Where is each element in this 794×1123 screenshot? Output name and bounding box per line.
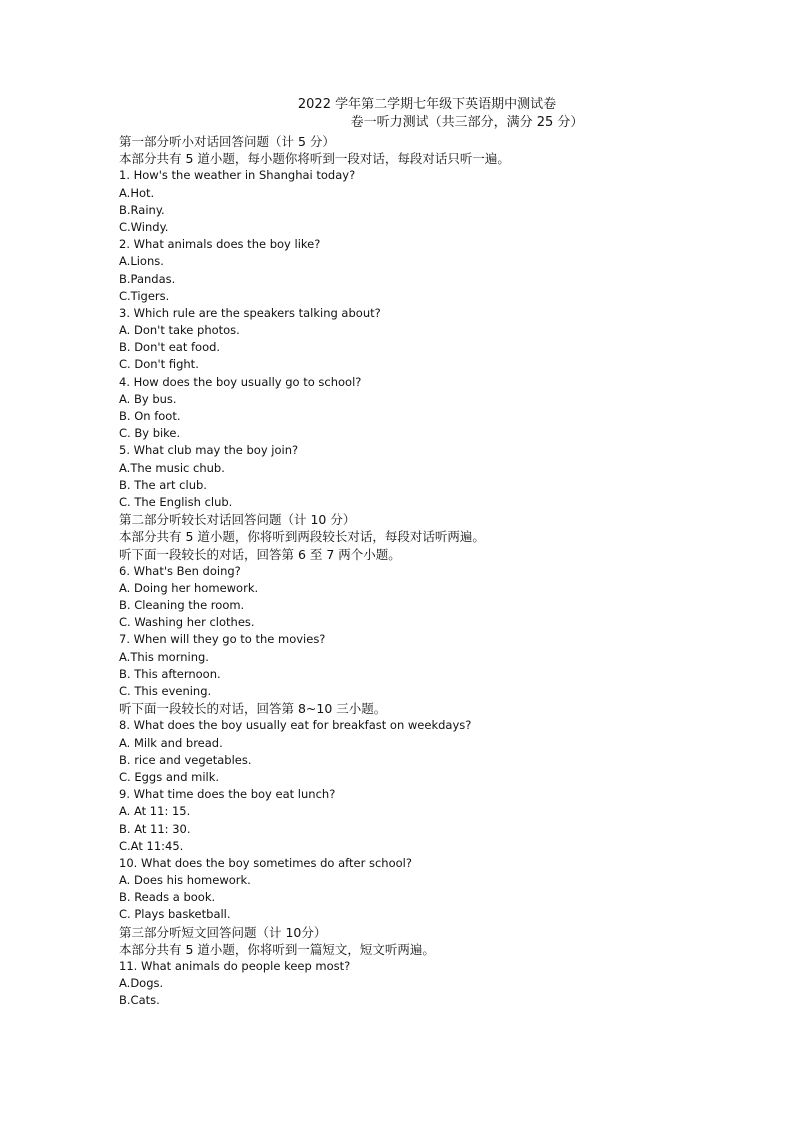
title-block xyxy=(0,96,794,132)
answer-option: B. Cleaning the room. xyxy=(119,598,245,613)
answer-option: B. Don't eat food. xyxy=(119,340,221,355)
answer-option: B.Rainy. xyxy=(119,202,165,217)
section-instruction: 本部分共有 5 道小题，每小题你将听到一段对话，每段对话只听一遍。 xyxy=(119,151,510,167)
section-instruction: 听下面一段较长的对话，回答第 6 至 7 两个小题。 xyxy=(119,546,401,562)
question-text: 5. What club may the boy join? xyxy=(119,443,299,458)
exam-subtitle: 卷一听力测试（共三部分，满分 25 分） xyxy=(350,115,584,130)
question-text: 6. What's Ben doing? xyxy=(119,563,241,578)
question-text: 2. What animals does the boy like? xyxy=(119,237,321,252)
answer-option: C.At 11:45. xyxy=(119,838,184,853)
answer-option: A. Does his homework. xyxy=(119,873,251,888)
answer-option: B.Pandas. xyxy=(119,271,176,286)
question-text: 11. What animals do people keep most? xyxy=(119,959,351,973)
question-text: 3. Which rule are the speakers talking about? xyxy=(119,305,381,320)
question-text: 9. What time does the boy eat lunch? xyxy=(119,787,336,802)
section-instruction: 听下面一段较长的对话，回答第 8~10 三小题。 xyxy=(119,701,387,717)
answer-option: B. At 11: 30. xyxy=(119,821,191,836)
answer-option: C. Eggs and milk. xyxy=(119,769,220,784)
answer-option: B. The art club. xyxy=(119,477,207,492)
answer-option: A.The music chub. xyxy=(119,460,225,475)
answer-option: C. Washing her clothes. xyxy=(119,615,255,630)
exam-title: 2022 学年第二学期七年级下英语期中测试卷 xyxy=(297,97,557,112)
answer-option: C. Plays basketball. xyxy=(119,907,231,922)
answer-option: A. At 11: 15. xyxy=(119,804,191,819)
answer-option: B. rice and vegetables. xyxy=(119,752,252,767)
answer-option: B.Cats. xyxy=(119,993,160,1008)
exam-content xyxy=(119,133,679,1010)
section-instruction: 本部分共有 5 道小题，你将听到一篇短文，短文听两遍。 xyxy=(119,941,435,957)
section-heading: 第三部分听短文回答问题（计 10分） xyxy=(119,924,327,940)
answer-option: B. This afternoon. xyxy=(119,666,221,681)
answer-option: B. Reads a book. xyxy=(119,890,216,905)
answer-option: C. By bike. xyxy=(119,426,181,441)
question-text: 8. What does the boy usually eat for breakfast on weekdays? xyxy=(119,718,472,733)
question-text: 4. How does the boy usually go to school? xyxy=(119,374,362,389)
question-text: 1. How's the weather in Shanghai today? xyxy=(119,168,356,183)
question-text: 10. What does the boy sometimes do after school? xyxy=(119,855,412,870)
answer-option: A.Hot. xyxy=(119,185,155,200)
answer-option: A.Lions. xyxy=(119,254,164,269)
answer-option: C.Windy. xyxy=(119,219,169,234)
answer-option: C.Tigers. xyxy=(119,288,170,303)
answer-option: B. On foot. xyxy=(119,409,181,423)
question-text: 7. When will they go to the movies? xyxy=(119,632,326,647)
answer-option: A. Doing her homework. xyxy=(119,580,259,595)
answer-option: C. This evening. xyxy=(119,684,212,698)
answer-option: C. The English club. xyxy=(119,494,233,509)
answer-option: A. By bus. xyxy=(119,391,177,406)
answer-option: A. Don't take photos. xyxy=(119,323,240,338)
answer-option: A.This morning. xyxy=(119,649,209,664)
answer-option: A. Milk and bread. xyxy=(119,735,223,750)
answer-option: C. Don't fight. xyxy=(119,357,199,372)
section-heading: 第二部分听较长对话回答问题（计 10 分） xyxy=(119,512,356,528)
section-instruction: 本部分共有 5 道小题，你将听到两段较长对话，每段对话听两遍。 xyxy=(119,529,485,545)
answer-option: A.Dogs. xyxy=(119,976,164,991)
section-heading: 第一部分听小对话回答问题（计 5 分） xyxy=(119,134,335,149)
